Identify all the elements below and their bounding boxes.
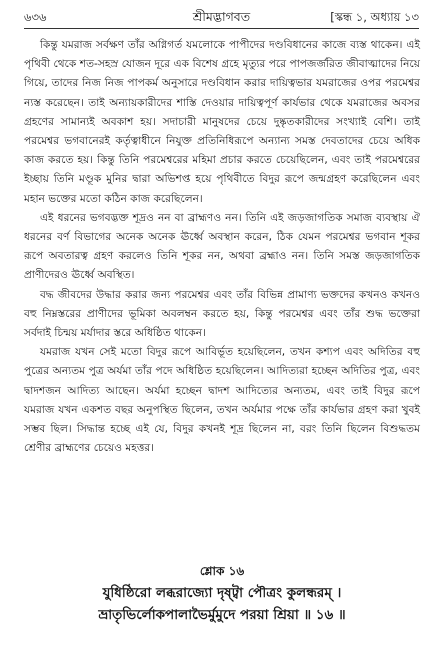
header-rule bbox=[24, 28, 419, 29]
page-title: শ্রীমদ্ভাগবত bbox=[192, 9, 251, 24]
verse-line: ভ্রাতৃভির্লোকপালাভৈর্মুমুদে পরয়া শ্রিয়া ॥ ১৬ ॥ bbox=[98, 607, 346, 623]
purport-text bbox=[24, 36, 420, 458]
verse-line: যুধিষ্ঠিরো লব্ধরাজ্যো দৃষ্ট্বা পৌত্রং কুলন্ধরম্ । bbox=[102, 585, 342, 601]
paragraph: বদ্ধ জীবদের উদ্ধার করার জন্য পরমেশ্বর এবং তাঁর বিভিন্ন প্রামাণ্য ভক্তদের কখনও কখনও বহু নিম্নস্তরের প্রাণীদের ভূমিকা অবলম্বন করতে হয়, কিন্তু পরমেশ্বর এবং তাঁর শুদ্ধ ভক্তেরা সর্বদাই চিন্ময় মর্যাদার স্তরে অধিষ্ঠিত থাকেন। bbox=[24, 288, 420, 340]
section-reference: [স্কন্ধ ১, অধ্যায় ১৩ bbox=[330, 10, 419, 24]
page-number: ৬৩৬ bbox=[24, 10, 47, 24]
verse-label: শ্লোক ১৬ bbox=[199, 564, 245, 578]
page-header bbox=[24, 8, 419, 26]
paragraph: যমরাজ যখন সেই মতো বিদুর রূপে আবির্ভূত হয়েছিলেন, তখন কশ্যপ এবং অদিতির বহু পুত্রের অন্যতম পুত্র অর্যমা তাঁর পদে অধিষ্ঠিত হয়েছিলেন। আদিত্যরা হচ্ছেন অদিতির পুত্র, এবং দ্বাদশজন আদিত্য আছেন। অর্যমা হচ্ছেন দ্বাদশ আদিত্যের অন্যতম, এবং তাই বিদুর রূপে যমরাজ যখন একশত বছর অনুপস্থিত ছিলেন, তখন অর্যমার পক্ষে তাঁর কার্যভার গ্রহণ করা খুবই সম্ভব ছিল। সিদ্ধান্ত হচ্ছে এই যে, বিদুর কখনই শূদ্র ছিলেন না, বরং তিনি ছিলেন বিশুদ্ধতম শ্রেণীর ব্রাহ্মণের চেয়েও মহত্তর। bbox=[24, 346, 420, 455]
verse-block bbox=[24, 560, 420, 626]
paragraph: এই ধরনের ভগবদ্ভক্ত শূদ্রও নন বা ব্রাহ্মণও নন। তিনি এই জড়জাগতিক সমাজ ব্যবস্থায় ঐ ধরনের বর্ণ বিভাগের অনেক অনেক ঊর্ধ্বে অবস্থান করেন, ঠিক যেমন পরমেশ্বর ভগবান শূকর রূপে অবতারত্ব গ্রহণ করলেও তিনি শূকর নন, অথবা ব্রহ্মাও নন। তিনি সমস্ত জড়জাগতিক প্রাণীদেরও ঊর্ধ্বে অবস্থিত। bbox=[24, 211, 420, 282]
paragraph: কিন্তু যমরাজ সর্বক্ষণ তাঁর অগ্নিগর্ত যমলোকে পাপীদের দণ্ডবিধানের কাজে ব্যস্ত থাকেন। এই পৃথিবী থেকে শত-সহস্র যোজন দূরে এক বিশেষ গ্রহে মৃত্যুর পরে পাপজর্জরিত জীবাত্মাদের নিয়ে গিয়ে, তাদের নিজ নিজ পাপকর্ম অনুসারে দণ্ডবিধান করার দায়িত্বভার যমরাজের ওপর পরমেশ্বর ন্যস্ত করেছেন। তাই অন্যায়কারীদের শাস্তি দেওয়ার দায়িত্বপূর্ণ কার্যভার থেকে যমরাজের অবসর গ্রহণের সামান্যই অবকাশ হয়। সদাচারী মানুষদের চেয়ে দুষ্কৃতকারীদের সংখ্যাই বেশি। তাই পরমেশ্বর ভগবানেরই কর্তৃত্বাধীনে নিযুক্ত প্রতিনিধিরূপে অন্যান্য সমস্ত দেবতাদের চেয়ে অধিক কাজ করতে হয়। কিন্তু তিনি পরমেশ্বরের মহিমা প্রচার করতে চেয়েছিলেন, এবং তাই পরমেশ্বরের ইচ্ছায় তিনি মণ্ডূক মুনির দ্বারা অভিশপ্ত হয়ে পৃথিবীতে বিদুর রূপে জন্মগ্রহণ করেছিলেন এবং মহান ভক্তের মতো কঠিন কাজ করেছিলেন। bbox=[24, 39, 420, 205]
